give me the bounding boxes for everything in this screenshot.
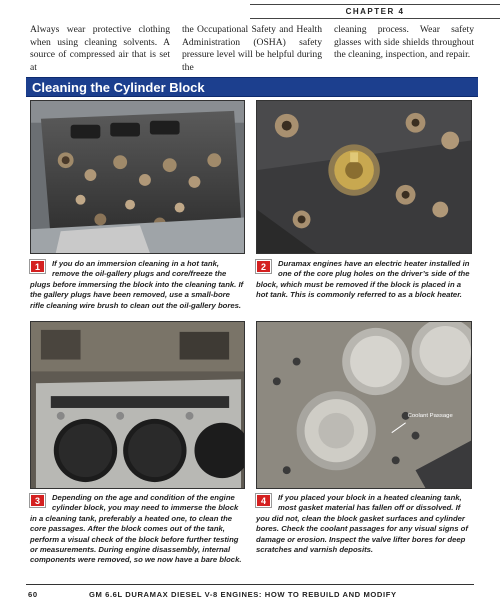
- page-number: 60: [28, 590, 38, 599]
- book-title: GM 6.6L DURAMAX DIESEL V-8 ENGINES: HOW TO REBUILD AND MODIFY: [89, 590, 397, 599]
- caption-number-badge: 2: [256, 260, 271, 273]
- photo-block-oil-gallery: [30, 100, 245, 254]
- intro-text: [30, 24, 474, 74]
- caption-1: [30, 259, 246, 311]
- chapter-header: CHAPTER 4: [250, 4, 500, 19]
- photo-bare-block: [30, 321, 245, 489]
- caption-3: [30, 493, 246, 566]
- photo-block-heater: [256, 100, 472, 254]
- coolant-passage-label: Coolant Passage: [407, 412, 453, 419]
- caption-2: [256, 259, 472, 301]
- caption-4: [256, 493, 472, 555]
- photo-cylinder-bores: [256, 321, 472, 489]
- caption-text: If you placed your block in a heated cleaning tank, most gasket material has fallen off or dissolved. If you did not, clean the block gasket surfaces and cylinder bores. Check the coolant passages for any visual signs of damage or erosion. Inspect the valve lifter bores for deep scratches and varnish deposits.: [256, 493, 468, 555]
- caption-text: Depending on the age and condition of the engine cylinder block, you may need to immerse the block in a cleaning tank, preferably a heated one, to clean the core passages. After the block comes out of the tank, perform a visual check of the block before further testing or measurements. During engine disassembly, internal components were removed, so we now have a bare block.: [30, 493, 242, 565]
- caption-number-badge: 3: [30, 494, 45, 507]
- caption-number-badge: 1: [30, 260, 45, 273]
- page-footer: [26, 584, 474, 600]
- intro-column-1: Always wear protective clothing when using cleaning solvents. A source of compressed air that is set at: [30, 24, 170, 73]
- section-heading-bar: [26, 77, 478, 97]
- caption-text: Duramax engines have an electric heater installed in one of the core plug holes on the driver’s side of the block, which must be removed if the block is placed in a hot tank. This is commonly referred to as a block heater.: [256, 259, 470, 300]
- section-title: Cleaning the Cylinder Block: [32, 80, 205, 95]
- intro-column-3: cleaning process. Wear safety glasses with side shields throughout the cleaning, inspection, and repair.: [334, 24, 474, 61]
- caption-text: If you do an immersion cleaning in a hot tank, remove the oil-gallery plugs and core/freeze the plugs before immersing the block into the cleaning tank. If the gallery plugs have been removed, use a small-bore rifle cleaning wire brush to clean out the oil-gallery bores.: [30, 259, 244, 310]
- caption-number-badge: 4: [256, 494, 271, 507]
- intro-column-2: the Occupational Safety and Health Administration (OSHA) safety pressure level will be helpful during the: [182, 24, 322, 73]
